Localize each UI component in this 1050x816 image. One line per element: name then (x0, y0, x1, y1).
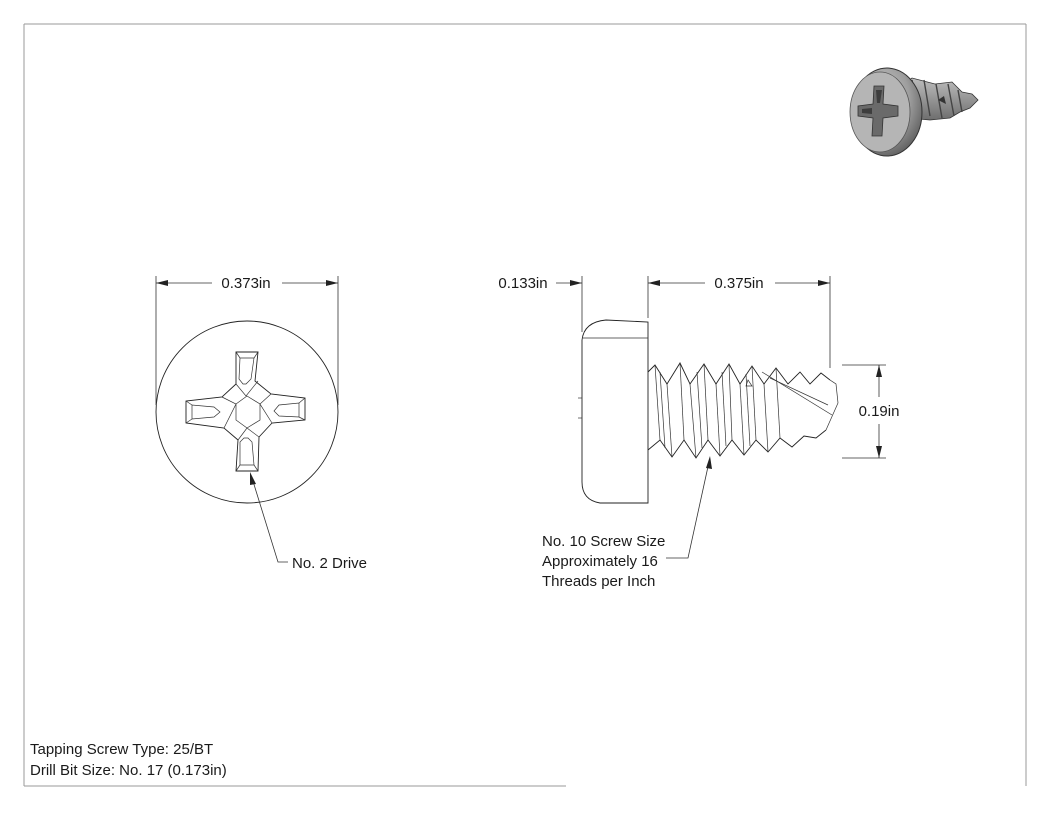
diameter-dimension (842, 365, 899, 458)
head-height-dimension (498, 275, 648, 332)
head-height-label: 0.133in (498, 275, 548, 292)
screw-head-profile (582, 320, 648, 503)
thread-callout-line-3: Threads per Inch (542, 573, 656, 590)
drill-bit-note: Drill Bit Size: No. 17 (0.173in) (30, 762, 227, 779)
screw-type-note: Tapping Screw Type: 25/BT (30, 741, 214, 758)
side-view (498, 275, 899, 590)
screw-head-outline (156, 321, 338, 503)
threaded-shank (648, 363, 838, 458)
drive-leader (250, 472, 367, 572)
thread-leader (542, 456, 712, 590)
phillips-recess-icon (186, 352, 305, 471)
screw-3d-render-icon (850, 68, 978, 156)
length-dimension (648, 275, 830, 368)
drive-callout-label: No. 2 Drive (292, 555, 368, 572)
thread-callout-line-1: No. 10 Screw Size (542, 533, 666, 550)
width-dim-label: 0.373in (221, 275, 271, 292)
width-dimension (156, 275, 338, 405)
front-view (156, 275, 367, 572)
diameter-dim-label: 0.19in (858, 403, 900, 420)
thread-callout-line-2: Approximately 16 (542, 553, 658, 570)
drawing-notes (30, 739, 227, 781)
length-dim-label: 0.375in (714, 275, 764, 292)
